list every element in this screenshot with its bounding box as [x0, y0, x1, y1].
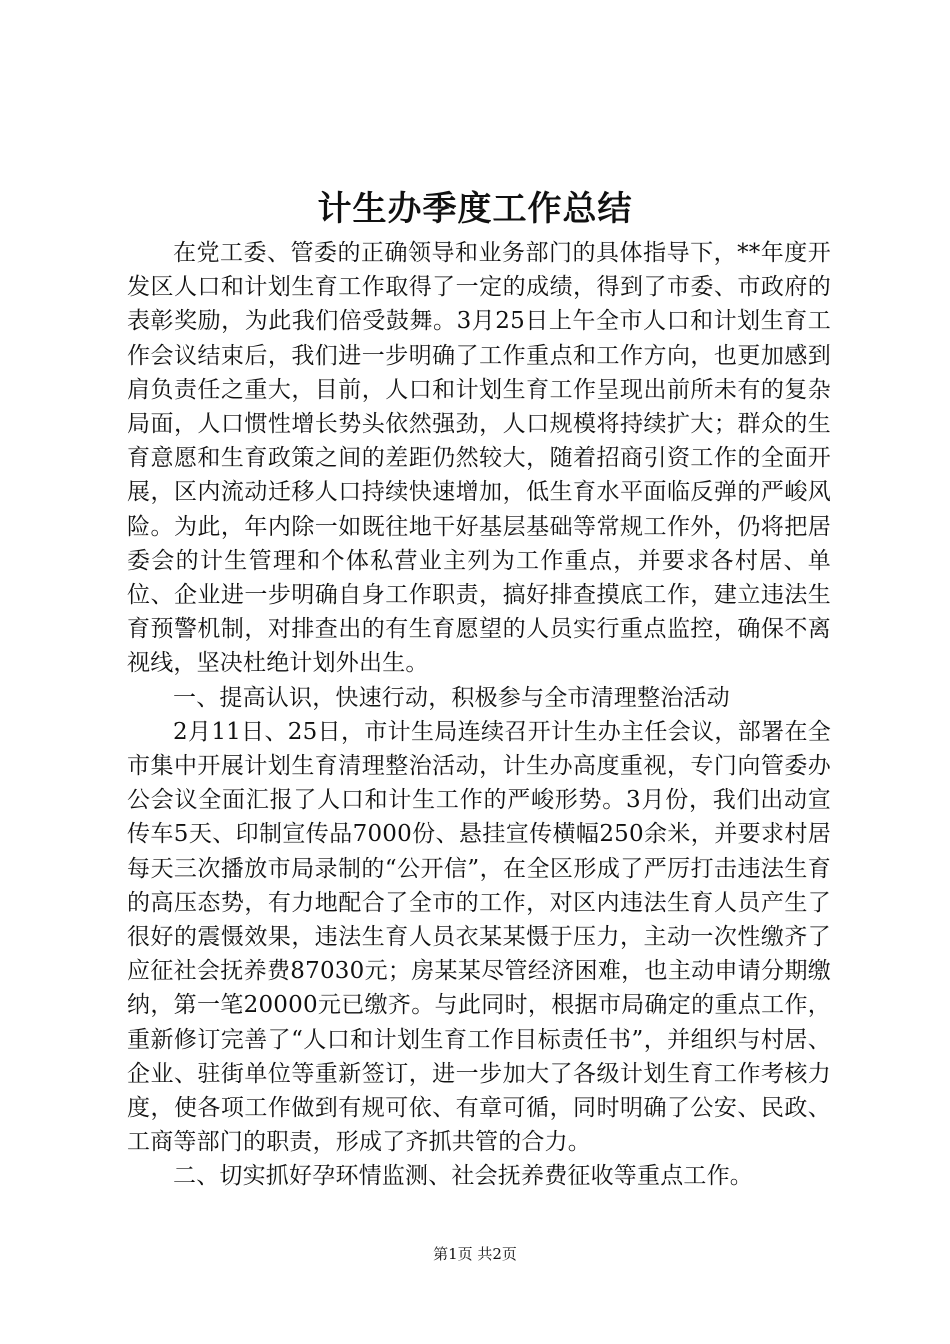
section-1-paragraph: 2月11日、25日，市计生局连续召开计生办主任会议，部署在全市集中开展计划生育清理整治活动，计生办高度重视，专门向管委办公会议全面汇报了人口和计生工作的严峻形势。3月份，我们出动宣传车5天、印制宣传品7000份、悬挂宣传横幅250余米，并要求村居每天三次播放市局录制的“公开信”，在全区形成了严厉打击违法生育的高压态势，有力地配合了全市的工作，对区内违法生育人员产生了很好的震慑效果，违法生育人员衣某某慑于压力，主动一次性缴齐了应征社会抚养费87030元；房某某尽管经济困难，也主动申请分期缴纳，第一笔20000元已缴齐。与此同时，根据市局确定的重点工作，重新修订完善了“人口和计划生育工作目标责任书”，并组织与村居、企业、驻街单位等重新签订，进一步加大了各级计划生育工作考核力度，使各项工作做到有规可依、有章可循，同时明确了公安、民政、工商等部门的职责，形成了齐抓共管的合力。 [127, 718, 831, 1156]
section-heading-2: 二、切实抓好孕环情监测、社会抚养费征收等重点工作。 [173, 1163, 753, 1190]
intro-paragraph: 在党工委、管委的正确领导和业务部门的具体指导下，**年度开发区人口和计划生育工作取得了一定的成绩，得到了市委、市政府的表彰奖励，为此我们倍受鼓舞。3月25日上午全市人口和计划生育工作会议结束后，我们进一步明确了工作重点和工作方向，也更加感到肩负责任之重大，目前，人口和计划生育工作呈现出前所未有的复杂局面，人口惯性增长势头依然强劲，人口规模将持续扩大；群众的生育意愿和生育政策之间的差距仍然较大，随着招商引资工作的全面开展，区内流动迁移人口持续快速增加，低生育水平面临反弹的严峻风险。为此，年内除一如既往地干好基层基础等常规工作外，仍将把居委会的计生管理和个体私营业主列为工作重点，并要求各村居、单位、企业进一步明确自身工作职责，搞好排查摸底工作，建立违法生育预警机制，对排查出的有生育愿望的人员实行重点监控，确保不离视线，坚决杜绝计划外出生。 [127, 240, 831, 677]
document-body [127, 236, 831, 1194]
document-title: 计生办季度工作总结 [317, 189, 633, 229]
page-footer: 第1页 共2页 [433, 1245, 517, 1263]
section-heading-1: 一、提高认识，快速行动，积极参与全市清理整治活动 [173, 684, 730, 711]
